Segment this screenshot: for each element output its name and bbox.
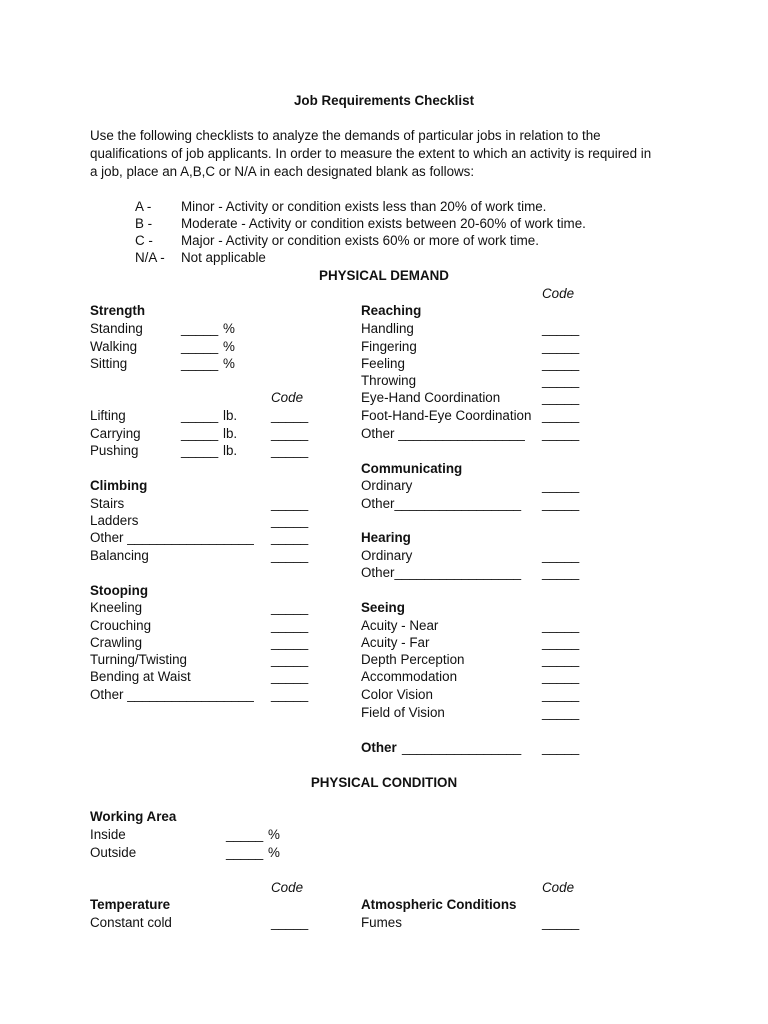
balancing-code[interactable]: _____ xyxy=(271,548,309,563)
crouching-code[interactable]: _____ xyxy=(271,618,309,633)
throwing-label: Throwing xyxy=(361,373,417,388)
legend-desc-a: Minor - Activity or condition exists less than 20% of work time. xyxy=(181,199,547,214)
lifting-code[interactable]: _____ xyxy=(271,408,309,423)
acuity-far-code[interactable]: _____ xyxy=(542,635,580,650)
standing-blank[interactable]: _____ xyxy=(181,321,219,336)
carrying-blank[interactable]: _____ xyxy=(181,426,219,441)
walking-label: Walking xyxy=(90,339,138,354)
carrying-unit: lb. xyxy=(223,426,238,441)
throwing-code[interactable]: _____ xyxy=(542,373,580,388)
bending-label: Bending at Waist xyxy=(90,669,191,684)
sitting-blank[interactable]: _____ xyxy=(181,356,219,371)
physical-demand-heading: PHYSICAL DEMAND xyxy=(319,268,449,283)
handling-label: Handling xyxy=(361,321,414,336)
outside-label: Outside xyxy=(90,845,137,860)
communicating-ordinary-code[interactable]: _____ xyxy=(542,478,580,493)
inside-blank[interactable]: _____ xyxy=(226,827,264,842)
lifting-blank[interactable]: _____ xyxy=(181,408,219,423)
intro-line-2: qualifications of job applicants. In order to measure the extent to which an activity is required in xyxy=(90,146,652,161)
reaching-other-code[interactable]: _____ xyxy=(542,426,580,441)
stairs-label: Stairs xyxy=(90,496,125,511)
eye-hand-code[interactable]: _____ xyxy=(542,390,580,405)
accommodation-label: Accommodation xyxy=(361,669,458,684)
condition-code-label-right: Code xyxy=(542,880,575,895)
demand-other-label: Other xyxy=(361,740,397,755)
fingering-label: Fingering xyxy=(361,339,417,354)
field-of-vision-label: Field of Vision xyxy=(361,705,445,720)
legend-desc-na: Not applicable xyxy=(181,250,266,265)
inside-unit: % xyxy=(268,827,280,842)
physical-condition-heading: PHYSICAL CONDITION xyxy=(310,775,458,790)
foot-hand-eye-code[interactable]: _____ xyxy=(542,408,580,423)
outside-unit: % xyxy=(268,845,280,860)
eye-hand-label: Eye-Hand Coordination xyxy=(361,390,501,405)
reaching-heading: Reaching xyxy=(361,303,422,318)
constant-cold-label: Constant cold xyxy=(90,915,172,930)
demand-other-line[interactable]: ________________ xyxy=(402,740,522,755)
field-of-vision-code[interactable]: _____ xyxy=(542,705,580,720)
inside-label: Inside xyxy=(90,827,126,842)
seeing-heading: Seeing xyxy=(361,600,405,615)
climbing-other-label[interactable]: Other _________________ xyxy=(90,530,254,545)
hearing-heading: Hearing xyxy=(361,530,411,545)
kneeling-code[interactable]: _____ xyxy=(271,600,309,615)
outside-blank[interactable]: _____ xyxy=(226,845,264,860)
constant-cold-code[interactable]: _____ xyxy=(271,915,309,930)
kneeling-label: Kneeling xyxy=(90,600,143,615)
turning-twisting-code[interactable]: _____ xyxy=(271,652,309,667)
fingering-code[interactable]: _____ xyxy=(542,339,580,354)
strength-heading: Strength xyxy=(90,303,146,318)
ladders-code[interactable]: _____ xyxy=(271,513,309,528)
legend-code-na: N/A - xyxy=(135,250,165,265)
legend-desc-c: Major - Activity or condition exists 60% or more of work time. xyxy=(181,233,539,248)
legend-code-a: A - xyxy=(135,199,152,214)
bending-code[interactable]: _____ xyxy=(271,669,309,684)
pushing-code[interactable]: _____ xyxy=(271,443,309,458)
balancing-label: Balancing xyxy=(90,548,149,563)
stooping-other-code[interactable]: _____ xyxy=(271,687,309,702)
intro-line-1: Use the following checklists to analyze the demands of particular jobs in relation to the xyxy=(90,128,601,143)
temperature-heading: Temperature xyxy=(90,897,171,912)
fumes-code[interactable]: _____ xyxy=(542,915,580,930)
depth-perception-label: Depth Perception xyxy=(361,652,465,667)
handling-code[interactable]: _____ xyxy=(542,321,580,336)
stooping-other-label[interactable]: Other _________________ xyxy=(90,687,254,702)
walking-unit: % xyxy=(223,339,235,354)
demand-other-code[interactable]: _____ xyxy=(542,740,580,755)
legend-code-c: C - xyxy=(135,233,153,248)
reaching-other-label[interactable]: Other _________________ xyxy=(361,426,525,441)
hearing-other-code[interactable]: _____ xyxy=(542,565,580,580)
carrying-label: Carrying xyxy=(90,426,141,441)
stairs-code[interactable]: _____ xyxy=(271,496,309,511)
hearing-ordinary-label: Ordinary xyxy=(361,548,413,563)
acuity-far-label: Acuity - Far xyxy=(361,635,430,650)
condition-code-label-left: Code xyxy=(271,880,304,895)
sitting-unit: % xyxy=(223,356,235,371)
lifting-label: Lifting xyxy=(90,408,126,423)
pushing-blank[interactable]: _____ xyxy=(181,443,219,458)
ladders-label: Ladders xyxy=(90,513,139,528)
communicating-ordinary-label: Ordinary xyxy=(361,478,413,493)
intro-line-3: a job, place an A,B,C or N/A in each designated blank as follows: xyxy=(90,164,475,179)
acuity-near-code[interactable]: _____ xyxy=(542,618,580,633)
communicating-other-label[interactable]: Other_________________ xyxy=(361,496,522,511)
acuity-near-label: Acuity - Near xyxy=(361,618,439,633)
pushing-label: Pushing xyxy=(90,443,139,458)
fumes-label: Fumes xyxy=(361,915,402,930)
stooping-heading: Stooping xyxy=(90,583,149,598)
climbing-other-code[interactable]: _____ xyxy=(271,530,309,545)
hearing-other-label[interactable]: Other_________________ xyxy=(361,565,522,580)
carrying-code[interactable]: _____ xyxy=(271,426,309,441)
communicating-other-code[interactable]: _____ xyxy=(542,496,580,511)
legend-code-b: B - xyxy=(135,216,153,231)
crouching-label: Crouching xyxy=(90,618,152,633)
feeling-code[interactable]: _____ xyxy=(542,356,580,371)
color-vision-code[interactable]: _____ xyxy=(542,687,580,702)
pushing-unit: lb. xyxy=(223,443,238,458)
accommodation-code[interactable]: _____ xyxy=(542,669,580,684)
color-vision-label: Color Vision xyxy=(361,687,433,702)
hearing-ordinary-code[interactable]: _____ xyxy=(542,548,580,563)
crawling-code[interactable]: _____ xyxy=(271,635,309,650)
strength-code-label: Code xyxy=(271,390,304,405)
feeling-label: Feeling xyxy=(361,356,405,371)
communicating-heading: Communicating xyxy=(361,461,463,476)
sitting-label: Sitting xyxy=(90,356,128,371)
turning-twisting-label: Turning/Twisting xyxy=(90,652,187,667)
climbing-heading: Climbing xyxy=(90,478,148,493)
standing-label: Standing xyxy=(90,321,143,336)
document-title: Job Requirements Checklist xyxy=(293,93,475,108)
depth-perception-code[interactable]: _____ xyxy=(542,652,580,667)
lifting-unit: lb. xyxy=(223,408,238,423)
crawling-label: Crawling xyxy=(90,635,143,650)
foot-hand-eye-label: Foot-Hand-Eye Coordination xyxy=(361,408,532,423)
legend-desc-b: Moderate - Activity or condition exists between 20-60% of work time. xyxy=(181,216,586,231)
code-column-label: Code xyxy=(542,286,575,301)
atmospheric-heading: Atmospheric Conditions xyxy=(361,897,517,912)
standing-unit: % xyxy=(223,321,235,336)
working-area-heading: Working Area xyxy=(90,809,177,824)
walking-blank[interactable]: _____ xyxy=(181,339,219,354)
